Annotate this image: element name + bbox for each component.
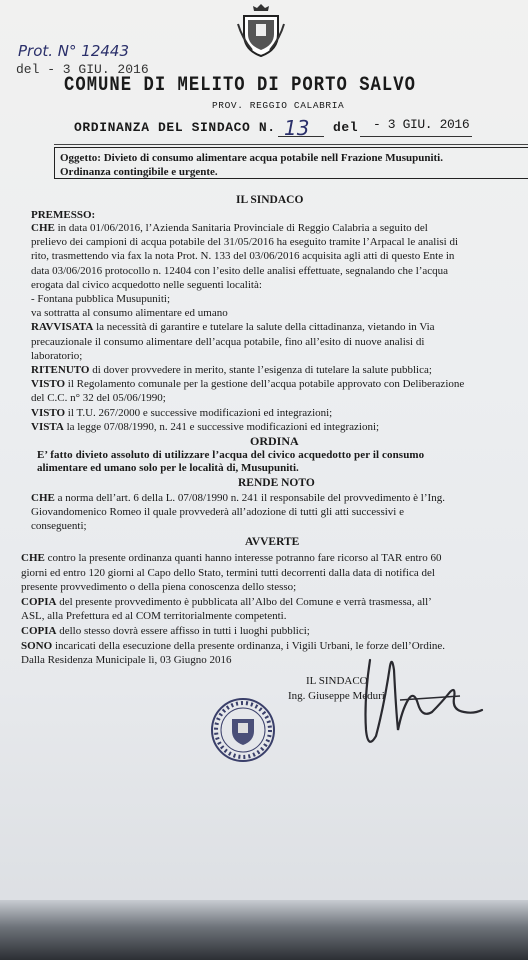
- signature-name: Ing. Giuseppe Meduri: [288, 690, 385, 702]
- premesso-label-text: PREMESSO:: [31, 209, 96, 221]
- ordina-heading: ORDINA: [250, 434, 299, 448]
- text-line: [21, 654, 231, 667]
- avverte-heading: AVVERTE: [245, 536, 300, 548]
- line-text: Dalla Residenza Municipale lì, 03 Giugno 2016: [21, 654, 232, 667]
- page-shadow: [0, 900, 528, 960]
- text-line: [31, 421, 379, 434]
- del-label: del: [333, 120, 359, 135]
- text-line: [21, 596, 432, 609]
- lead-word: CHE: [31, 492, 55, 504]
- line-text: contro la presente ordinanza quanti hanno interesse potranno fare ricorso al TAR entro 60: [44, 552, 442, 564]
- text-line: [31, 222, 428, 235]
- line-text: il T.U. 267/2000 e successive modificazioni ed integrazioni;: [65, 406, 333, 419]
- line-text: presente provvedimento o della piena conoscenza dello stesso;: [21, 581, 297, 594]
- line-text: ASL, alla Prefettura ed al COM territorialmente competenti.: [21, 610, 287, 623]
- line-text: giorni ed entro 120 giorni al Capo dello Stato, termini tutti decorrenti dalla data di notifica del: [21, 566, 435, 579]
- line-text: erogata dal civico acquedotto nelle seguenti località:: [31, 278, 262, 291]
- line-text: del presente provvedimento è pubblicata all’Albo del Comune e verrà trasmessa, all’: [56, 595, 432, 608]
- line-text: in data 01/06/2016, l’Azienda Sanitaria Provinciale di Reggio Calabria a seguito del: [54, 222, 428, 234]
- date-underline: [360, 136, 472, 137]
- ordina-line-1: E’ fatto divieto assoluto di utilizzare l’acqua del civico acquedotto per il consumo: [37, 449, 425, 461]
- line-text: precauzionale il consumo alimentare dell’acqua potabile, fino all’esito di nuove analisi di: [31, 335, 425, 348]
- line-text: prelievo dei campioni di acqua potabile del 31/05/2016 ha eseguito tramite l’Arpacal le analisi di: [31, 236, 459, 249]
- lead-word: RITENUTO: [31, 364, 90, 376]
- text-line: [31, 407, 332, 420]
- text-line: [21, 581, 296, 594]
- line-text: dello stesso dovrà essere affisso in tutti i luoghi pubblici;: [56, 625, 310, 637]
- text-line: [21, 567, 435, 580]
- date-stamp: - 3 GIU. 2016: [373, 117, 470, 132]
- line-text: del C.C. n° 32 del 05/06/1990;: [31, 392, 166, 405]
- line-text: Giovandomenico Romeo il quale provvederà all’adozione di tutti gli atti successivi e: [31, 505, 404, 518]
- text-line: [31, 336, 424, 349]
- provincia-label: PROV. REGGIO CALABRIA: [212, 100, 345, 111]
- line-text: laboratorio;: [31, 349, 83, 362]
- text-line: [31, 378, 464, 391]
- text-line: [31, 250, 454, 263]
- ordinanza-label: ORDINANZA DEL SINDACO N.: [74, 120, 276, 135]
- divider: [54, 144, 528, 145]
- comune-title: COMUNE DI MELITO DI PORTO SALVO: [64, 74, 416, 97]
- text-line: [31, 364, 432, 377]
- text-line: [21, 625, 310, 638]
- ordinanza-number: 13: [284, 116, 310, 140]
- oggetto-line-2: Ordinanza contingibile e urgente.: [60, 166, 218, 178]
- rende-noto-heading: RENDE NOTO: [238, 477, 315, 489]
- line-text: conseguenti;: [31, 519, 87, 532]
- premesso-label: [31, 209, 95, 222]
- lead-word: VISTO: [31, 406, 66, 419]
- line-text: di dover provvedere in merito, stante l’esigenza di tutelare la salute pubblica;: [89, 364, 432, 376]
- line-text: il Regolamento comunale per la gestione dell’acqua potabile approvato con Deliberazione: [65, 378, 465, 391]
- lead-word: RAVVISATA: [31, 321, 94, 334]
- coat-of-arms-icon: [236, 2, 286, 58]
- text-line: [31, 236, 458, 249]
- text-line: [31, 520, 87, 533]
- text-line: [31, 307, 228, 320]
- text-line: [31, 492, 445, 505]
- line-text: la necessità di garantire e tutelare la salute della cittadinanza, vietando in Via: [93, 321, 435, 334]
- municipal-seal-icon: [210, 697, 276, 763]
- oggetto-line-1: [60, 151, 443, 165]
- line-text: rito, trasmettendo via fax la nota Prot. N. 133 del 03/06/2016 acquisita agli atti di questo Ente in: [31, 250, 455, 263]
- handwritten-protocol-date: del - 3 GIU. 2016: [16, 62, 149, 77]
- line-text: la legge 07/08/1990, n. 241 e successive modificazioni ed integrazioni;: [63, 420, 380, 433]
- lead-word: COPIA: [21, 625, 57, 637]
- line-text: incaricati della esecuzione della presente ordinanza, i Vigili Urbani, le forze dell’Ordine.: [52, 639, 446, 652]
- line-text: a norma dell’art. 6 della L. 07/08/1990 n. 241 il responsabile del provvedimento è l’Ing.: [54, 492, 445, 504]
- text-line: [21, 552, 441, 565]
- lead-word: CHE: [31, 222, 55, 234]
- text-line: [31, 392, 166, 405]
- lead-word: COPIA: [21, 595, 57, 608]
- oggetto-text: Divieto di consumo alimentare acqua potabile nell Frazione Musupuniti.: [103, 152, 443, 164]
- lead-word: VISTO: [31, 378, 66, 391]
- signature-title: IL SINDACO: [306, 675, 368, 687]
- text-line: [31, 293, 170, 306]
- ordina-line-2: alimentare ed umano solo per le località di, Musupuniti.: [37, 462, 299, 474]
- number-underline: [278, 136, 324, 137]
- text-line: [31, 350, 82, 363]
- text-line: [21, 610, 286, 623]
- text-line: [31, 265, 448, 278]
- line-text: va sottratta al consumo alimentare ed umano: [31, 307, 228, 320]
- lead-word: CHE: [21, 552, 45, 564]
- handwritten-signature: [340, 640, 500, 760]
- text-line: [31, 506, 404, 519]
- sindaco-heading: IL SINDACO: [236, 194, 304, 206]
- line-text: - Fontana pubblica Musupuniti;: [31, 293, 171, 305]
- oggetto-label: Oggetto:: [60, 152, 101, 164]
- lead-word: VISTA: [31, 420, 64, 433]
- line-text: data 03/06/2016 protocollo n. 12404 con l’esito delle analisi effettuate, segnalando che l’acqua: [31, 264, 449, 277]
- text-line: [31, 279, 262, 292]
- lead-word: SONO: [21, 639, 53, 652]
- handwritten-protocol-number: Prot. N° 12443: [18, 42, 130, 60]
- text-line: [31, 321, 435, 334]
